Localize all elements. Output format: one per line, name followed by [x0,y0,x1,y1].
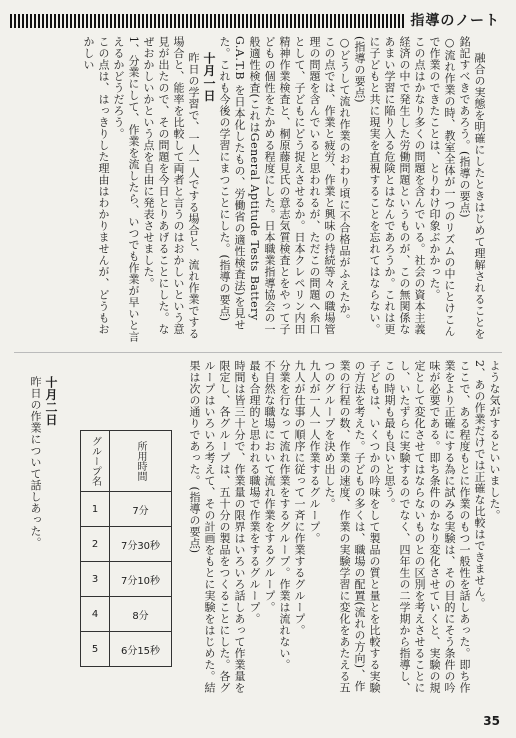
table-header [81,431,171,492]
table-cell-group: 2 [81,527,110,561]
table-row [81,527,171,562]
top-text-2: 昨日の学習で、一人一人でする場合と、流れ作業でする場合と、能率を比較して両者と言うのはおかしいという意見が出たので、その問題を今日とりあげることにした。なぜおかしいかという点を自由に発表させました。 1、分業にして、作業を流したら、いつでも作業が早いと言えるかどうだろう。 この点は、はっきりした理由はわかりませんが、どうもおかしい [82,36,200,343]
table-row [81,632,171,666]
section-divider [14,352,502,353]
table-cell-time: 7分10秒 [120,575,161,587]
bottom-text-block: ような気がするといいました。 2、あの作業だけでは正確な比較はできません。 ここで、ある程度もとに作業のもつ一般性を話しあった。即ち作業をより正確にする為に試みる実験は、その目的にそう条件の吟味が必要である。即ち条件のかなり変化させていくと、実験の規定として変化させてはならないものとの区別を考えさせることにし、いたずらに実験するのでなく、四年生の二学期から指導し、この時期も最も良いと思う。 子どもは、いくつかの吟味をして製品の質と量とを比較する実験の方法を考えた。子どもの多くは、職場の配置(流れの方向)、作業の行程の数、作業の速度、作業の実験学習に変化をあたえる五つのグループを決め出した。 九人が一人一人作業するグループ。 九人が仕事の順序に従って一斉に作業するグループ。 分業を行なって流れ作業をするグループ。作業は流れない。 不自然な職場において流れ作業をするグループ。 最も合理的と思われる職場で作業をするグループ。 時間は皆三十分で、作業量の限界はいろいろ話しあって作業量を限定し、各グループは、五十分の製品をつくることにした。各グループはいろいろ考えて、その計画をもとに実験をはじめた。結果は次の通りであった。(指導の要点) [188,360,501,694]
table-cell-group: 5 [81,632,110,666]
table-row [81,562,171,597]
table-cell-time: 7分 [132,505,149,517]
bottom-left-text: 昨日の作業について話しあった。 [29,376,42,549]
results-table [80,430,172,667]
date-heading-oct-1: 十月一日 [202,52,216,102]
table-row [81,597,171,632]
bottom-left-block [14,360,74,700]
table-header-group: グループ名 [81,431,110,491]
page-number: 35 [483,714,500,728]
table-row [81,492,171,527]
table-cell-group: 4 [81,597,110,631]
table-cell-time: 7分30秒 [120,540,161,552]
header-title: 指導のノート [406,10,504,30]
table-cell-time: 6分15秒 [120,645,161,657]
date-heading-oct-2: 十月二日 [44,376,58,426]
table-header-time: 所用時間 [135,441,146,481]
table-cell-group: 3 [81,562,110,596]
top-text: 融合の実態を明確にしたときはじめて理解されることを銘記すべきであろう。(指導の要点) ○流れ作業の時、教室全体が一つのリズムの中にとけこんで作業のできたことは、とりわけ印象ぶかかった。 この点はかなり多くの問題を含んでいる。社会の資本主義経済の中で発生した労働問題というものが、この無関係なあまい学習に陥り入る危険とはなんであろうか。これは更に子どもと共に現実を直視することを忘れてはならない。(指導の要点) ○どうして流れ作業のおわり頃に不合格品がふえたか。 この点では、作業と疲労、作業と興味の持続等々の職場管理の問題を含んでいると思われるが、ただこの問題へ糸口として、子どもにどう捉えさせるか。日本クレペリン内田精神作業検査と、桐原藤見氏の意志気質検査とをやって子どもの個性をたかめる程度にした。日本職業指導協会の一般適性検査(これはGeneral Aptitude Tests Battery G.A.T.B を日本化したもの、労働省の適性検査法)を見せた。これも今後の学習にまつことにした。(指導の要点) [218,36,486,340]
top-text-block [82,36,502,346]
table-cell-group: 1 [81,492,110,526]
table-cell-time: 8分 [132,610,149,622]
